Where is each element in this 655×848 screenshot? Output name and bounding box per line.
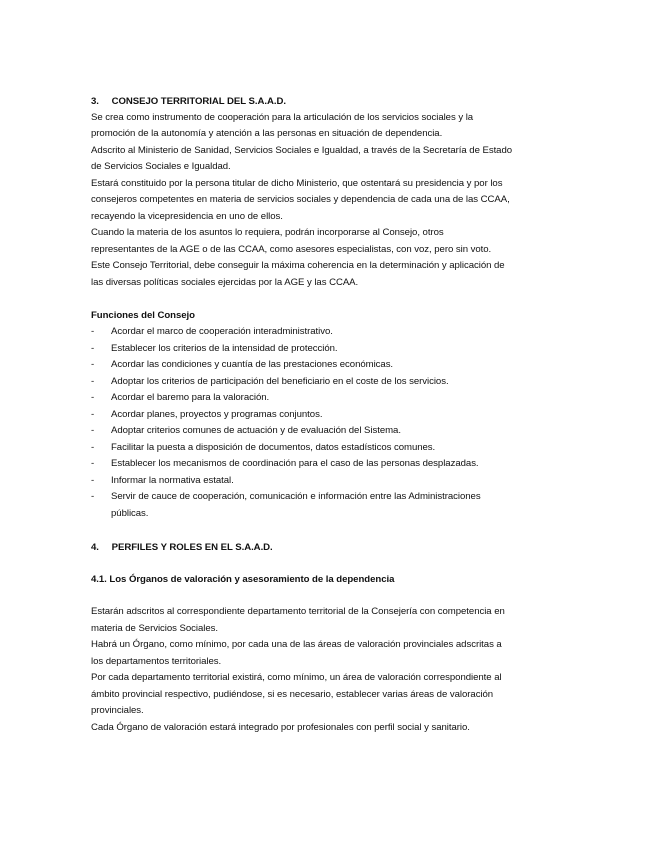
- funciones-heading: Funciones del Consejo: [91, 310, 195, 321]
- list-item: Adoptar criterios comunes de actuación y de evaluación del Sistema.: [111, 425, 401, 436]
- section-4-heading: [91, 542, 273, 554]
- section-4-1-line: Habrá un Órgano, como mínimo, por cada una de las áreas de valoración provinciales adscritas a: [91, 639, 502, 650]
- section-3-line: consejeros competentes en materia de servicios sociales y dependencia de cada una de las CCAA,: [91, 194, 510, 205]
- bullet-dash: -: [91, 475, 95, 486]
- list-item: Informar la normativa estatal.: [111, 475, 234, 486]
- section-3-number: 3.: [91, 96, 99, 107]
- section-4-1-line: ámbito provincial respectivo, pudiéndose, si es necesario, establecer varias áreas de valoración: [91, 689, 494, 700]
- list-item: Establecer los criterios de la intensidad de protección.: [111, 343, 338, 354]
- section-3-line: de Servicios Sociales e Igualdad.: [91, 161, 231, 172]
- section-3-line: promoción de la autonomía y atención a las personas en situación de dependencia.: [91, 128, 443, 139]
- section-3-line: representantes de la AGE o de las CCAA, como asesores especialistas, con voz, pero sin voto.: [91, 244, 492, 255]
- list-item: Acordar el baremo para la valoración.: [111, 392, 270, 403]
- section-4-1-line: los departamentos territoriales.: [91, 656, 222, 667]
- bullet-dash: -: [91, 409, 95, 420]
- bullet-dash: -: [91, 392, 95, 403]
- section-4-1-line: Estarán adscritos al correspondiente departamento territorial de la Consejería con competencia en: [91, 606, 505, 617]
- bullet-dash: -: [91, 491, 95, 502]
- section-3-line: Adscrito al Ministerio de Sanidad, Servicios Sociales e Igualdad, a través de la Secretaría de Estado: [91, 145, 513, 156]
- bullet-dash: -: [91, 326, 95, 337]
- section-4-1-heading: 4.1. Los Órganos de valoración y asesoramiento de la dependencia: [91, 574, 395, 585]
- list-item-continuation: públicas.: [111, 508, 149, 519]
- section-3-line: Se crea como instrumento de cooperación para la articulación de los servicios sociales y la: [91, 112, 474, 123]
- section-4-1-line: provinciales.: [91, 705, 144, 716]
- section-4-number: 4.: [91, 542, 99, 553]
- list-item: Acordar el marco de cooperación interadministrativo.: [111, 326, 333, 337]
- section-4-1-line: Cada Órgano de valoración estará integrado por profesionales con perfil social y sanitario.: [91, 722, 470, 733]
- bullet-dash: -: [91, 343, 95, 354]
- bullet-dash: -: [91, 425, 95, 436]
- list-item: Servir de cauce de cooperación, comunicación e información entre las Administraciones: [111, 491, 481, 502]
- section-3-title: CONSEJO TERRITORIAL DEL S.A.A.D.: [111, 96, 286, 107]
- bullet-dash: -: [91, 442, 95, 453]
- list-item: Adoptar los criterios de participación del beneficiario en el coste de los servicios.: [111, 376, 449, 387]
- list-item: Acordar las condiciones y cuantía de las prestaciones económicas.: [111, 359, 394, 370]
- section-3-line: las diversas políticas sociales ejercidas por la AGE y las CCAA.: [91, 277, 359, 288]
- bullet-dash: -: [91, 359, 95, 370]
- list-item: Acordar planes, proyectos y programas conjuntos.: [111, 409, 323, 420]
- list-item: Facilitar la puesta a disposición de documentos, datos estadísticos comunes.: [111, 442, 436, 453]
- bullet-dash: -: [91, 458, 95, 469]
- section-3-line: Este Consejo Territorial, debe conseguir la máxima coherencia en la determinación y aplicación de: [91, 260, 505, 271]
- section-4-1-line: materia de Servicios Sociales.: [91, 623, 219, 634]
- bullet-dash: -: [91, 376, 95, 387]
- section-3-line: Cuando la materia de los asuntos lo requiera, podrán incorporarse al Consejo, otros: [91, 227, 444, 238]
- section-3-heading: [91, 96, 286, 108]
- section-4-1-line: Por cada departamento territorial existirá, como mínimo, un área de valoración correspondiente al: [91, 672, 502, 683]
- section-3-line: Estará constituido por la persona titular de dicho Ministerio, que ostentará su presidencia y por los: [91, 178, 503, 189]
- section-4-title: PERFILES Y ROLES EN EL S.A.A.D.: [111, 542, 273, 553]
- section-3-line: recayendo la vicepresidencia en uno de ellos.: [91, 211, 283, 222]
- list-item: Establecer los mecanismos de coordinación para el caso de las personas desplazadas.: [111, 458, 479, 469]
